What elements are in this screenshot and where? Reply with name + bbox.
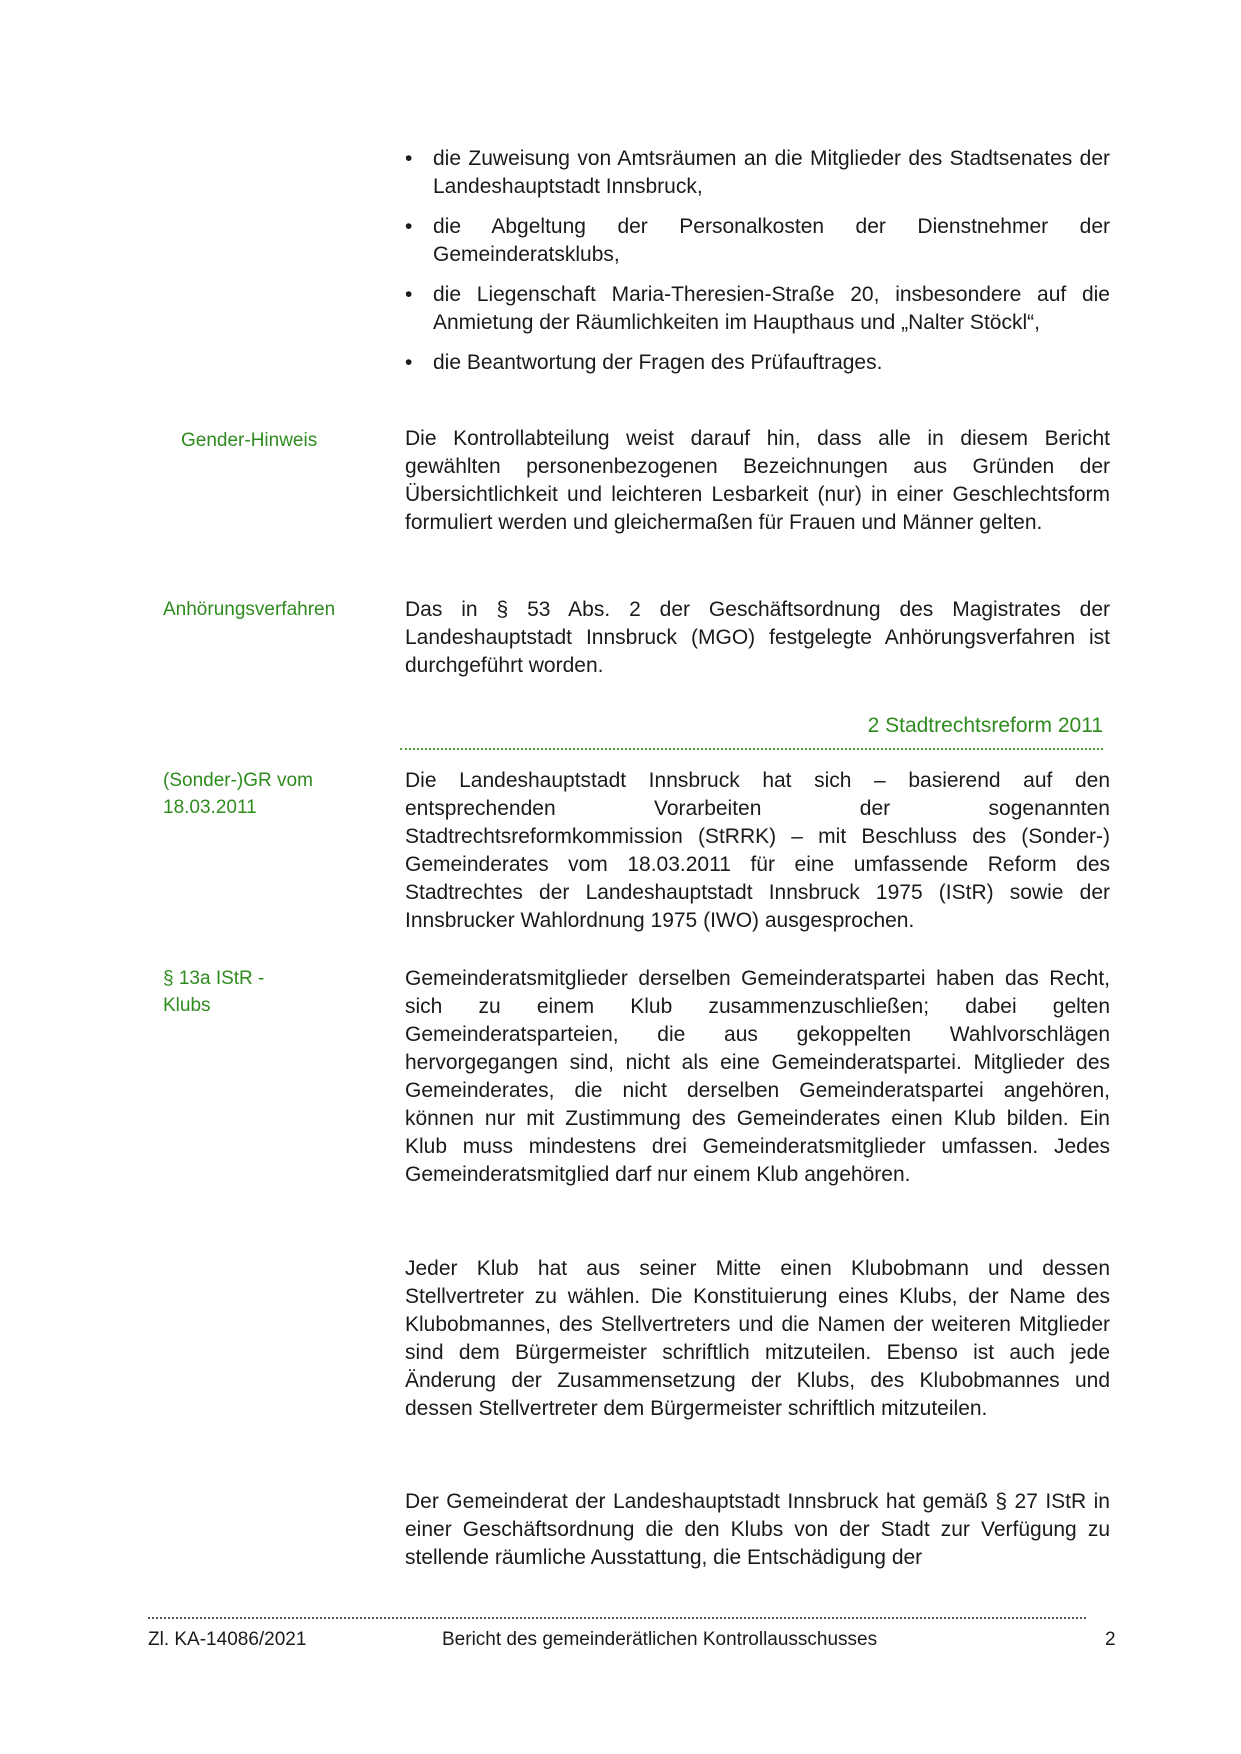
paragraph-sondergr: Die Landeshauptstadt Innsbruck hat sich – basierend auf den entsprechenden Vorarbeiten der sogenannten Stadtrechtsreformkommission (StRRK) – mit Beschluss des (Sonder-) Gemeinderates vom 18.03.2011 für eine umfassende Reform des Stadtrechtes der Landeshauptstadt Innsbruck 1975 (IStR) sowie der Innsbrucker Wahlordnung 1975 (IWO) ausgesprochen. (405, 769, 1110, 932)
paragraph-klubs-2: Jeder Klub hat aus seiner Mitte einen Klubobmann und dessen Stellvertreter zu wählen. Die Konstituierung eines Klubs, der Name des Klubobmannes, des Stellvertreters und die Namen der weiteren Mitglieder sind dem Bürgermeister schriftlich mitzuteilen. Ebenso ist auch jede Änderung der Zusammensetzung der Klubs, des Klubobmannes und dessen Stellvertreter dem Bürgermeister schriftlich mitzuteilen. (405, 1257, 1110, 1420)
paragraph-klubs-1: Gemeinderatsmitglieder derselben Gemeinderatspartei haben das Recht, sich zu einem Klub zusammenzuschließen; dabei gelten Gemeinderatsparteien, die aus gekoppelten Wahlvorschlägen hervorgegangen sind, nicht als eine Gemeinderatspartei. Mitglieder des Gemeinderates, die nicht derselben Gemeinderatspartei angehören, können nur mit Zustimmung des Gemeinderates einen Klub bilden. Ein Klub muss mindestens drei Gemeinderatsmitglieder umfassen. Jedes Gemeinderatsmitglied darf nur einem Klub angehören. (405, 967, 1110, 1186)
bullet-icon: • (405, 283, 413, 306)
list-item: • die Liegenschaft Maria-Theresien-Straße 20, insbesondere auf die Anmietung der Räumlichkeiten im Haupthaus und „Nalter Stöckl“, (405, 283, 1110, 334)
footer-title: Bericht des gemeinderätlichen Kontrollausschusses (442, 1629, 878, 1650)
bullet-list (403, 145, 1110, 389)
bullet-icon: • (405, 147, 413, 170)
margin-note-gender: Gender-Hinweis (181, 430, 318, 451)
list-item: • die Beantwortung der Fragen des Prüfauftrages. (403, 349, 1110, 377)
paragraph-klubs-3: Der Gemeinderat der Landeshauptstadt Innsbruck hat gemäß § 27 IStR in einer Geschäftsordnung die den Klubs von der Stadt zur Verfügung zu stellende räumliche Ausstattung, die Entschädigung der (405, 1490, 1110, 1569)
margin-note-klubs: § 13a IStR - Klubs (163, 968, 265, 1016)
list-item: • die Zuweisung von Amtsräumen an die Mitglieder des Stadtsenates der Landeshauptstadt Innsbruck, (405, 147, 1110, 198)
bullet-icon: • (405, 215, 413, 238)
footer-reference: Zl. KA-14086/2021 (148, 1629, 307, 1650)
paragraph-anhoerung: Das in § 53 Abs. 2 der Geschäftsordnung des Magistrates der Landeshauptstadt Innsbruck (MGO) festgelegte Anhörungsverfahren ist durchgeführt worden. (405, 598, 1110, 677)
footer-divider (148, 1617, 1086, 1619)
page-number: 2 (1105, 1629, 1116, 1650)
list-item: • die Abgeltung der Personalkosten der Dienstnehmer der Gemeinderatsklubs, (405, 215, 1110, 266)
section-heading: 2 Stadtrechtsreform 2011 (400, 712, 1103, 750)
bullet-icon: • (405, 351, 413, 374)
margin-note-anhoerung: Anhörungsverfahren (163, 599, 336, 620)
paragraph-gender: Die Kontrollabteilung weist darauf hin, dass alle in diesem Bericht gewählten personenbezogenen Bezeichnungen aus Gründen der Übersichtlichkeit und leichteren Lesbarkeit (nur) in einer Geschlechtsform formuliert werden und gleichermaßen für Frauen und Männer gelten. (405, 427, 1110, 534)
margin-note-sondergr: (Sonder-)GR vom 18.03.2011 (163, 770, 313, 818)
